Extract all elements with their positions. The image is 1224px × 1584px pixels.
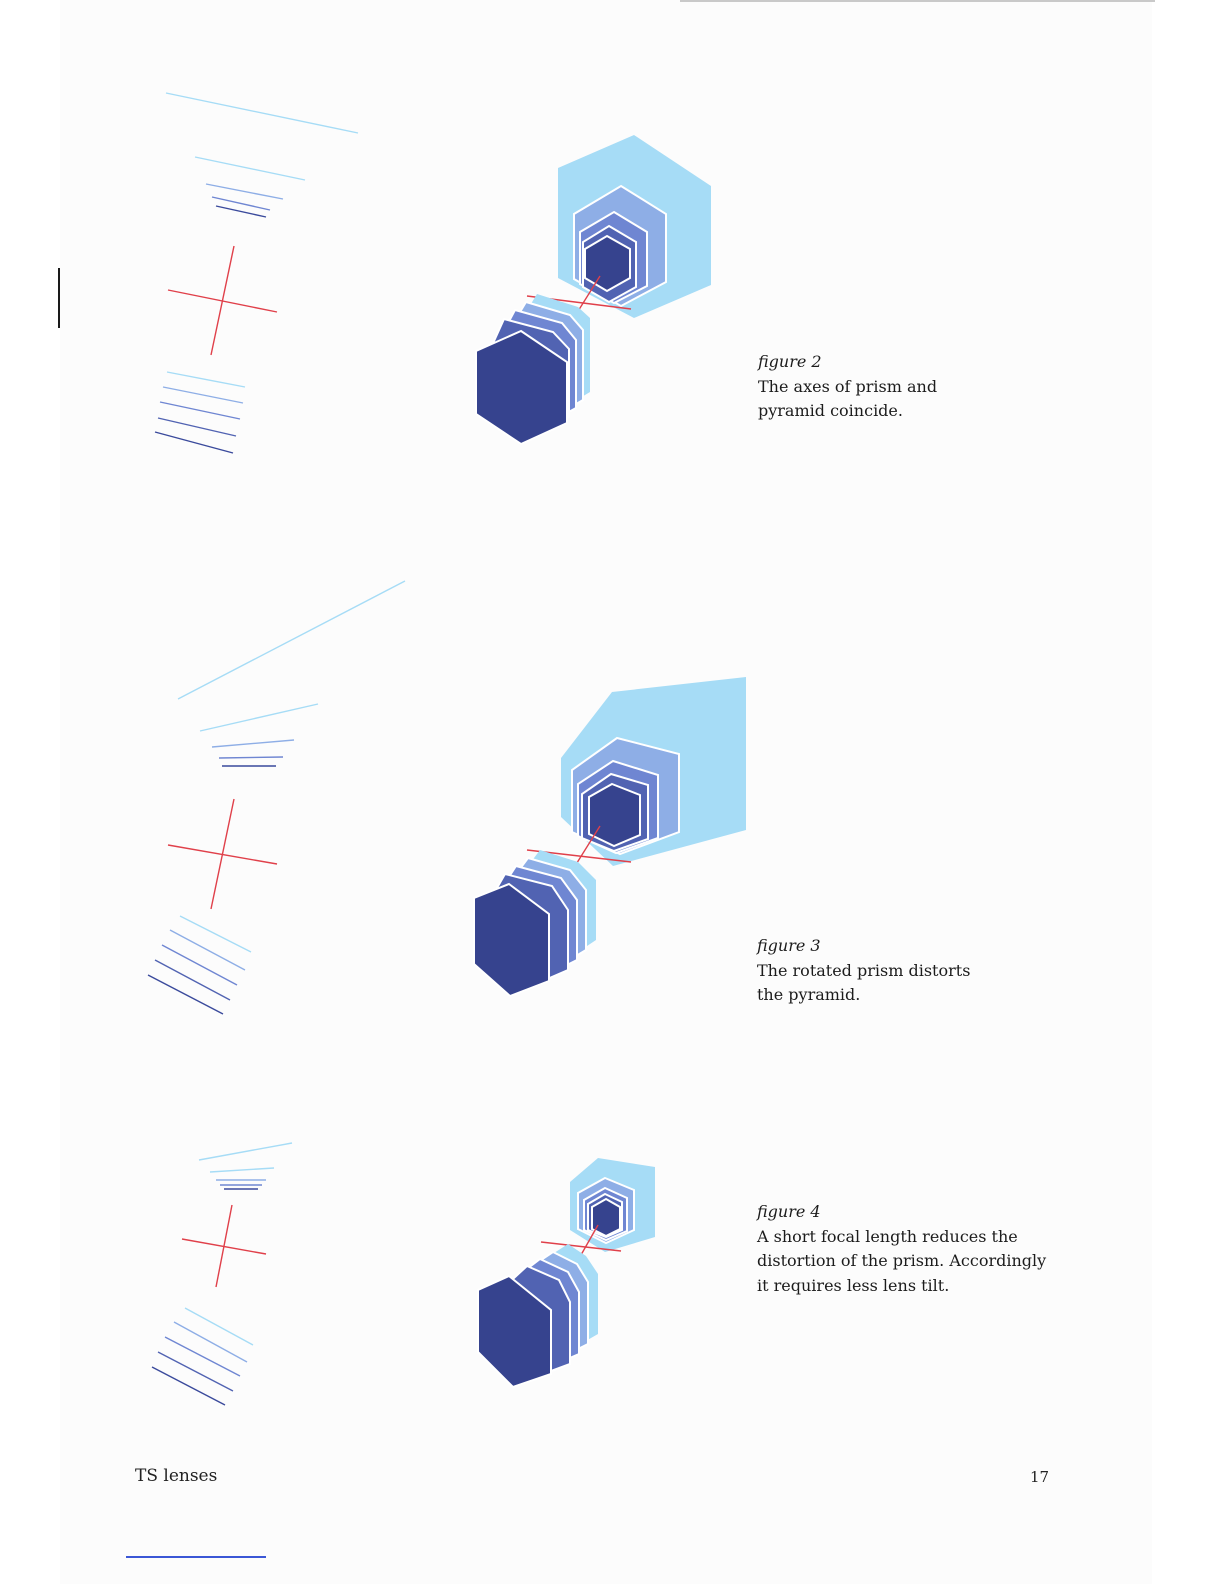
perspective-line [155, 432, 233, 453]
figure-2-caption [758, 350, 998, 424]
perspective-line [185, 1308, 253, 1345]
perspective-line [162, 945, 237, 985]
perspective-line [200, 704, 318, 731]
pyramid-hexagon [589, 784, 640, 846]
perspective-line [212, 197, 270, 210]
perspective-line [158, 418, 236, 436]
perspective-line [170, 930, 245, 970]
figure-4-label: figure 4 [757, 1202, 821, 1221]
perspective-line [219, 757, 283, 758]
figure-3-caption [757, 934, 997, 1008]
figure-2-illustration [155, 93, 711, 453]
perspective-line [206, 184, 283, 199]
perspective-line [210, 1168, 274, 1172]
perspective-line [160, 402, 240, 419]
figure-3-label: figure 3 [757, 936, 821, 955]
perspective-line [165, 1337, 240, 1376]
figure-4-text: A short focal length reduces the distortion of the prism. Accordingly it requires less lens tilt. [757, 1226, 1047, 1295]
running-footer-title: TS lenses [135, 1466, 218, 1486]
page-number: 17 [1030, 1468, 1050, 1486]
figure-3-text: The rotated prism distorts the pyramid. [757, 960, 971, 1004]
red-axis-line [182, 1239, 266, 1254]
red-axis-line [168, 290, 277, 312]
perspective-line [199, 1143, 292, 1160]
perspective-line [158, 1352, 233, 1391]
perspective-line [152, 1367, 225, 1405]
perspective-line [167, 372, 245, 387]
figure-4-caption [757, 1200, 1057, 1298]
perspective-line [174, 1322, 247, 1362]
red-axis-line [168, 845, 277, 864]
pyramid-hexagon [592, 1199, 620, 1236]
perspective-line [148, 975, 223, 1014]
perspective-line [212, 740, 294, 747]
figure-4-illustration [152, 1143, 655, 1405]
figure-2-text: The axes of prism and pyramid coincide. [758, 376, 938, 420]
perspective-line [155, 960, 230, 1000]
perspective-line [180, 916, 251, 952]
perspective-line [195, 157, 305, 180]
perspective-line [178, 581, 405, 699]
perspective-line [163, 387, 243, 403]
pyramid-hexagon [585, 236, 630, 291]
bottom-rule [126, 1556, 266, 1558]
figure-2-label: figure 2 [758, 352, 822, 371]
figure-3-illustration [148, 581, 746, 1014]
perspective-line [166, 93, 358, 133]
